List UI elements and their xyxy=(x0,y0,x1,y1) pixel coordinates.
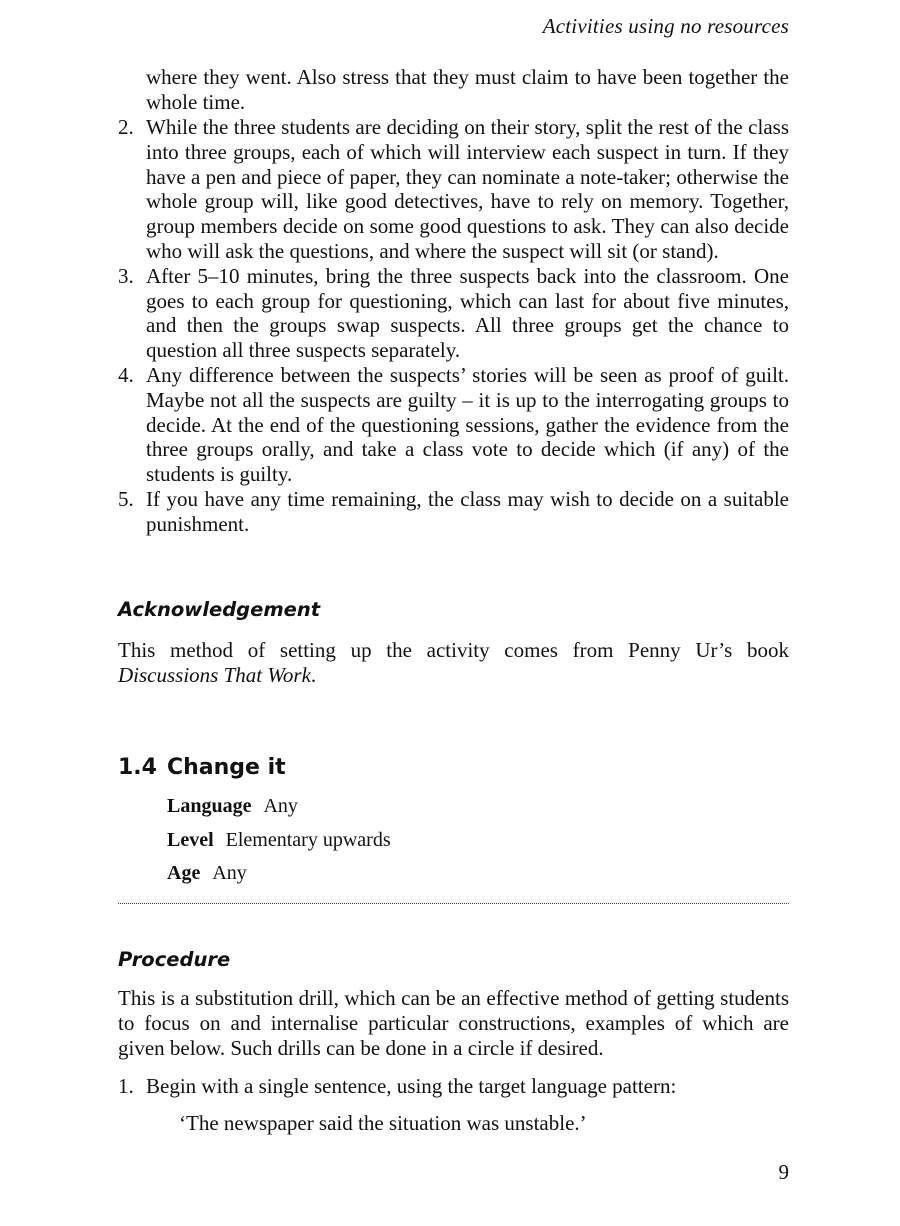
list-item-step-2 xyxy=(118,115,789,264)
step-text: After 5–10 minutes, bring the three suspects back into the classroom. One goes to each group for questioning, which can last for about five minutes, and then the groups swap suspects. All three groups get the chance to question all three suspects separately. xyxy=(146,263,789,363)
example-sentence: ‘The newspaper said the situation was unstable.’ xyxy=(179,1111,587,1135)
meta-value: Any xyxy=(212,862,247,884)
procedure-step-1 xyxy=(118,1074,789,1099)
continuation-paragraph: where they went. Also stress that they must claim to have been together the whole time. xyxy=(146,65,789,114)
procedure-intro: This is a substitution drill, which can be an effective method of getting students to focus on and internalise particular constructions, examples of which are given below. Such drills can be done in a circle if desired. xyxy=(118,986,789,1060)
running-head: Activities using no resources xyxy=(542,14,789,38)
list-item-step-4 xyxy=(118,363,789,487)
step-number: 3. xyxy=(118,263,134,288)
activity-name: Change it xyxy=(166,755,286,780)
meta-level xyxy=(167,829,391,852)
step-number: 2. xyxy=(118,115,134,139)
meta-label: Age xyxy=(167,862,201,884)
procedure-heading: Procedure xyxy=(118,948,231,971)
step-text: Any difference between the suspects’ stories will be seen as proof of guilt. Maybe not all the suspects are guilty – it is up to the interrogating groups to decide. At the end of the questioning sessions, gather the evidence from the three groups orally, and take a class vote to decide which (if any) of the students is guilty. xyxy=(146,362,789,487)
list-item-step-5 xyxy=(118,487,789,537)
meta-age xyxy=(167,862,247,885)
step-number: 4. xyxy=(118,362,134,387)
activity-title xyxy=(118,755,286,780)
meta-label: Language xyxy=(167,795,252,817)
step-text: While the three students are deciding on their story, split the rest of the class into three groups, each of which will interview each suspect in turn. If they have a pen and piece of paper, they can nominate a note-taker; otherwise the whole group will, like good detectives, have to rely on memory. Together, group members decide on some good questions to ask. They can also decide who will ask the questions, and where the suspect will sit (or stand). xyxy=(146,115,789,263)
step-number: 5. xyxy=(118,486,134,511)
step-list xyxy=(118,115,789,537)
acknowledgement-heading: Acknowledgement xyxy=(118,598,321,621)
book-title: Discussions That Work xyxy=(118,662,311,687)
meta-value: Any xyxy=(263,795,298,817)
acknowledgement-end: . xyxy=(310,662,317,687)
acknowledgement-text xyxy=(118,638,789,688)
dotted-divider xyxy=(118,903,789,904)
step-text: Begin with a single sentence, using the target language pattern: xyxy=(146,1074,677,1098)
page-number: 9 xyxy=(778,1160,789,1184)
step-text: If you have any time remaining, the class may wish to decide on a suitable punishment. xyxy=(146,486,789,536)
meta-value: Elementary upwards xyxy=(225,829,391,851)
list-item-step-3 xyxy=(118,264,789,363)
activity-number: 1.4 xyxy=(118,755,157,780)
meta-label: Level xyxy=(167,829,214,851)
acknowledgement-lead: This method of setting up the activity comes from Penny Ur’s book xyxy=(118,638,789,662)
step-number: 1. xyxy=(118,1074,134,1098)
meta-language xyxy=(167,795,298,818)
